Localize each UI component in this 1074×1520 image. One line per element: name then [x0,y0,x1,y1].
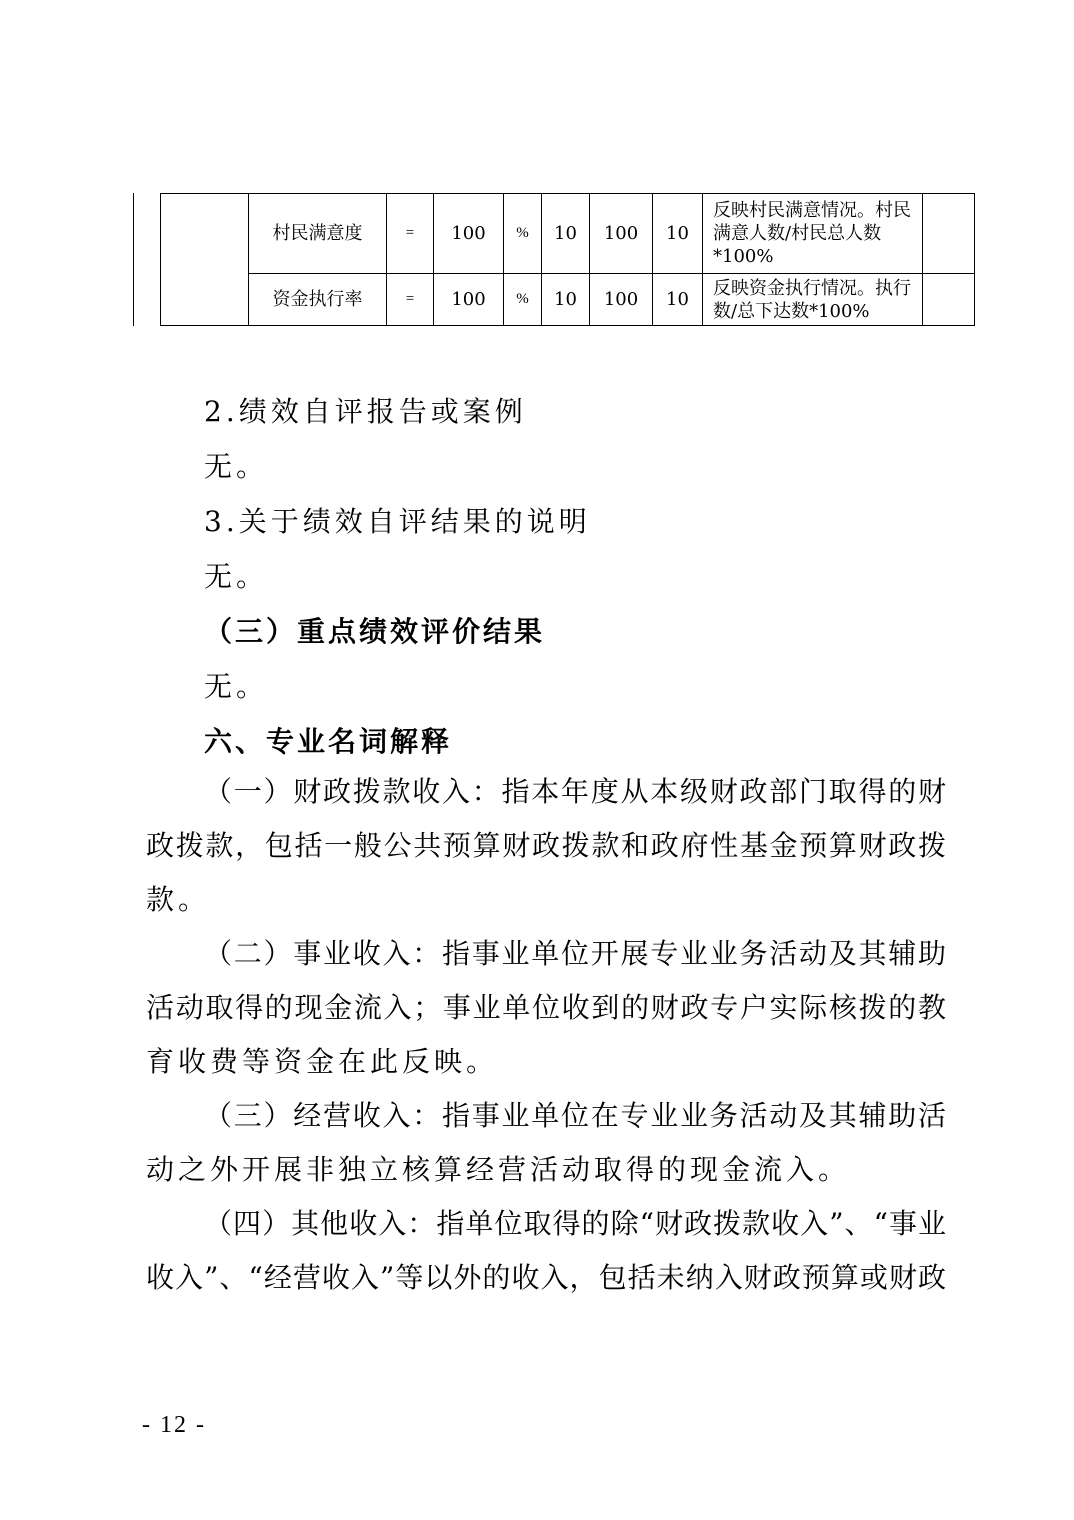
page-number: - 12 - [142,1412,206,1438]
section-heading-self-evaluation-report: 2.绩效自评报告或案例 [204,395,527,428]
paragraph-line: 收入”、“经营收入”等以外的收入，包括未纳入财政预算或财政 [146,1261,946,1294]
paragraph-line: 政拨款，包括一般公共预算财政拨款和政府性基金预算财政拨 [146,829,946,862]
indicator-name-cell: 资金执行率 [249,274,387,326]
chapter-heading-terminology: 六、专业名词解释 [204,725,453,758]
unit-cell: % [504,194,542,274]
paragraph-line: 活动取得的现金流入；事业单位收到的财政专户实际核拨的教 [146,991,946,1024]
operator-cell: = [387,194,434,274]
note-cell [923,194,975,274]
section-body-text: 无。 [204,670,269,703]
section-heading-result-explanation: 3.关于绩效自评结果的说明 [204,505,591,538]
score-cell: 10 [653,194,703,274]
target-value-cell: 100 [434,274,504,326]
note-cell [923,274,975,326]
paragraph-line: （四）其他收入：指单位取得的除“财政拨款收入”、“事业 [204,1207,946,1240]
paragraph-line: 育收费等资金在此反映。 [146,1045,499,1078]
section-body-text: 无。 [204,560,269,593]
paragraph-line: （三）经营收入：指事业单位在专业业务活动及其辅助活 [204,1099,946,1132]
target-value-cell: 100 [434,194,504,274]
section-body-text: 无。 [204,450,269,483]
paragraph-line: （一）财政拨款收入：指本年度从本级财政部门取得的财 [204,775,946,808]
indicator-name-cell: 村民满意度 [249,194,387,274]
description-cell: 反映村民满意情况。村民满意人数/村民总人数*100% [703,194,923,274]
paragraph-line: （二）事业收入：指事业单位开展专业业务活动及其辅助 [204,937,946,970]
table-left-edge-line [133,193,134,326]
paragraph-line: 款。 [146,883,211,916]
paragraph-line: 动之外开展非独立核算经营活动取得的现金流入。 [146,1153,851,1186]
table-row [161,274,975,326]
table-merged-category-cell [161,194,249,326]
description-cell: 反映资金执行情况。执行数/总下达数*100% [703,274,923,326]
table-row [161,194,975,274]
actual-value-cell: 100 [590,274,653,326]
score-cell: 10 [653,274,703,326]
actual-value-cell: 100 [590,194,653,274]
unit-cell: % [504,274,542,326]
weight-cell: 10 [542,194,590,274]
section-heading-key-evaluation: （三）重点绩效评价结果 [204,615,546,648]
operator-cell: = [387,274,434,326]
weight-cell: 10 [542,274,590,326]
performance-indicator-table [160,193,975,326]
